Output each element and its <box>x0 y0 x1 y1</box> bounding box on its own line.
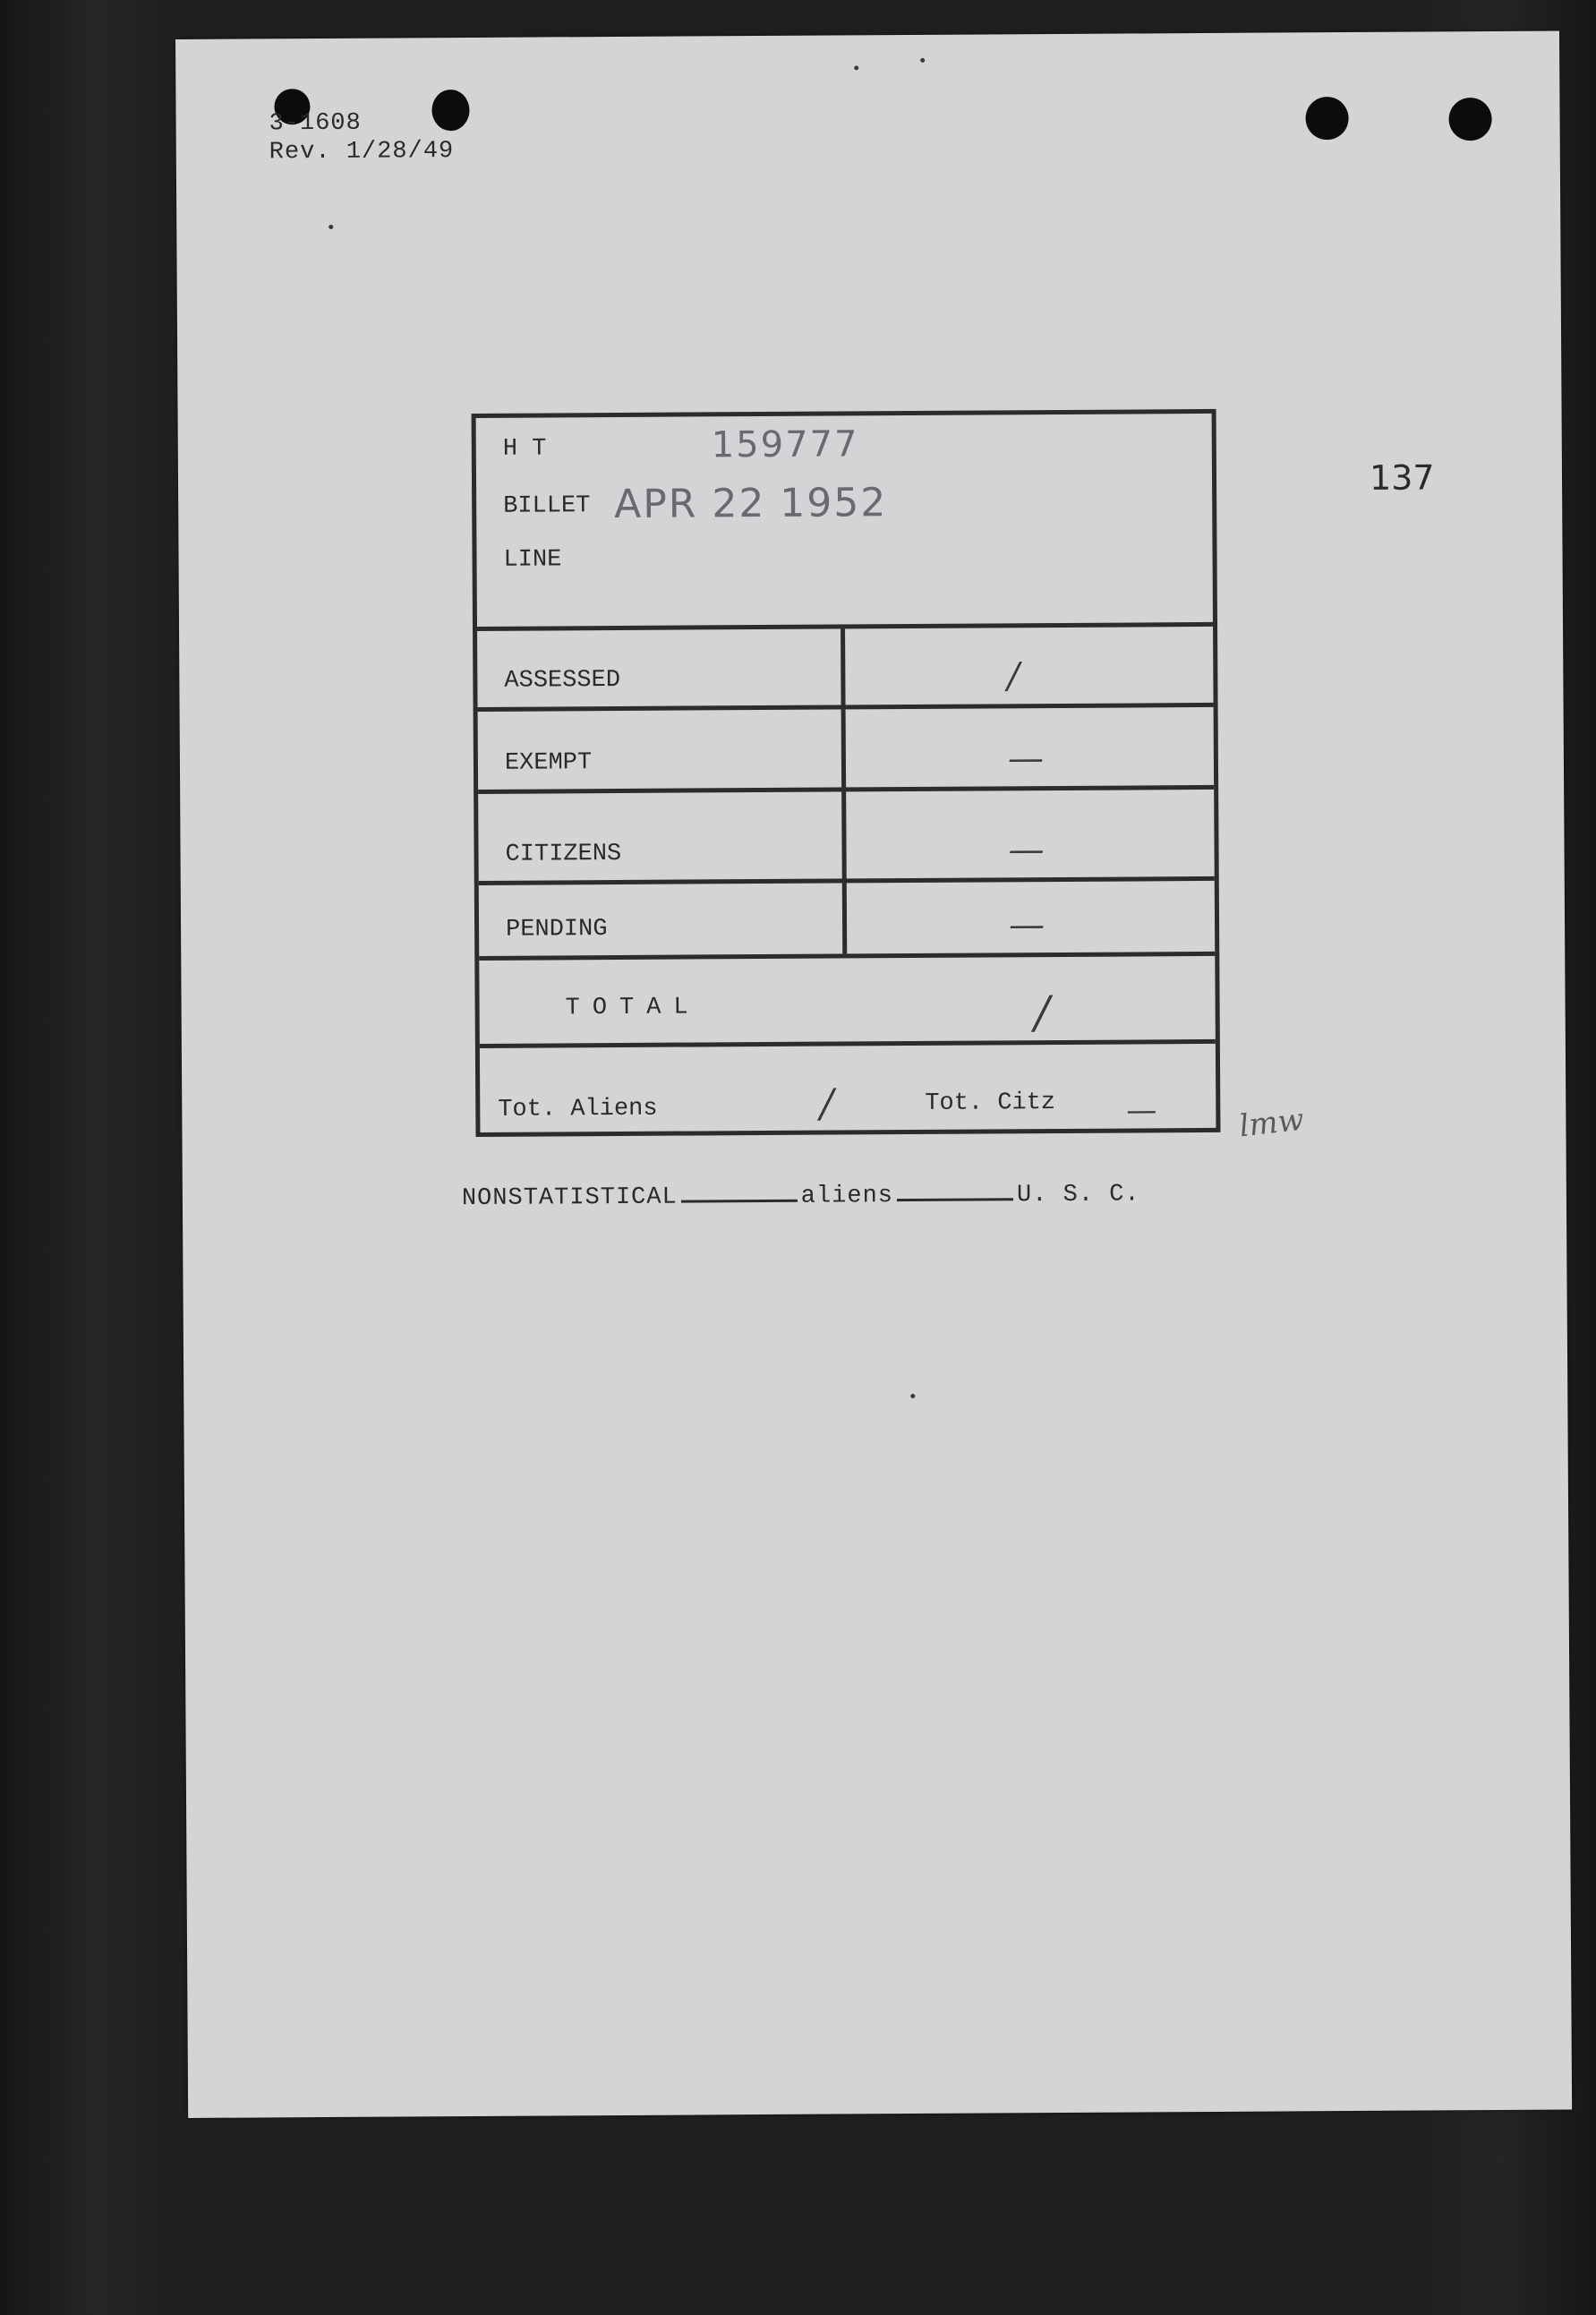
paper-speck <box>854 65 858 70</box>
totals-row <box>480 1044 1216 1132</box>
assessed-value: / <box>1007 655 1020 697</box>
ht-label: H T <box>502 435 547 463</box>
total-aliens-value: / <box>820 1081 834 1127</box>
document-page <box>175 31 1572 2118</box>
total-label: TOTAL <box>565 994 701 1022</box>
nonstatistical-aliens-label: aliens <box>800 1183 894 1210</box>
citizens-value: — <box>1008 829 1045 871</box>
pending-value: — <box>1008 904 1046 946</box>
total-row <box>479 956 1216 1048</box>
punch-hole <box>431 90 469 131</box>
paper-speck <box>920 58 925 63</box>
assessed-label: ASSESSED <box>504 666 621 695</box>
total-citizens-value: — <box>1126 1092 1157 1129</box>
blank-line <box>897 1198 1013 1201</box>
nonstatistical-line <box>462 1181 1140 1212</box>
column-divider <box>841 791 847 878</box>
citizens-row <box>478 790 1215 885</box>
billet-label: BILLET <box>503 492 591 520</box>
column-divider <box>841 628 846 705</box>
pending-label: PENDING <box>505 916 608 944</box>
line-label: LINE <box>503 546 562 574</box>
page-number: 137 <box>1369 457 1435 498</box>
pending-row <box>479 881 1215 961</box>
paper-speck <box>329 225 333 229</box>
revision-date: Rev. 1/28/49 <box>269 138 455 167</box>
exempt-value: — <box>1007 738 1045 780</box>
date-stamp: APR 22 1952 <box>614 480 888 528</box>
assessed-row <box>477 627 1214 712</box>
punch-hole <box>1305 97 1348 140</box>
exempt-label: EXEMPT <box>504 749 593 777</box>
nonstatistical-label: NONSTATISTICAL <box>461 1183 678 1213</box>
handwritten-initials: lmw <box>1237 1101 1306 1145</box>
citizens-label: CITIZENS <box>505 840 622 868</box>
exempt-row <box>478 707 1215 794</box>
total-value: / <box>1034 987 1050 1039</box>
punch-hole <box>1448 98 1491 141</box>
blank-line <box>681 1200 798 1203</box>
form-number: 3-1608 <box>269 109 362 138</box>
column-divider <box>842 883 847 953</box>
paper-speck <box>910 1394 915 1398</box>
column-divider <box>841 709 847 787</box>
stamp-number: 159777 <box>711 423 859 466</box>
total-aliens-label: Tot. Aliens <box>498 1095 658 1123</box>
nonstatistical-usc-label: U. S. C. <box>1016 1181 1140 1209</box>
total-citizens-label: Tot. Citz <box>925 1089 1056 1117</box>
